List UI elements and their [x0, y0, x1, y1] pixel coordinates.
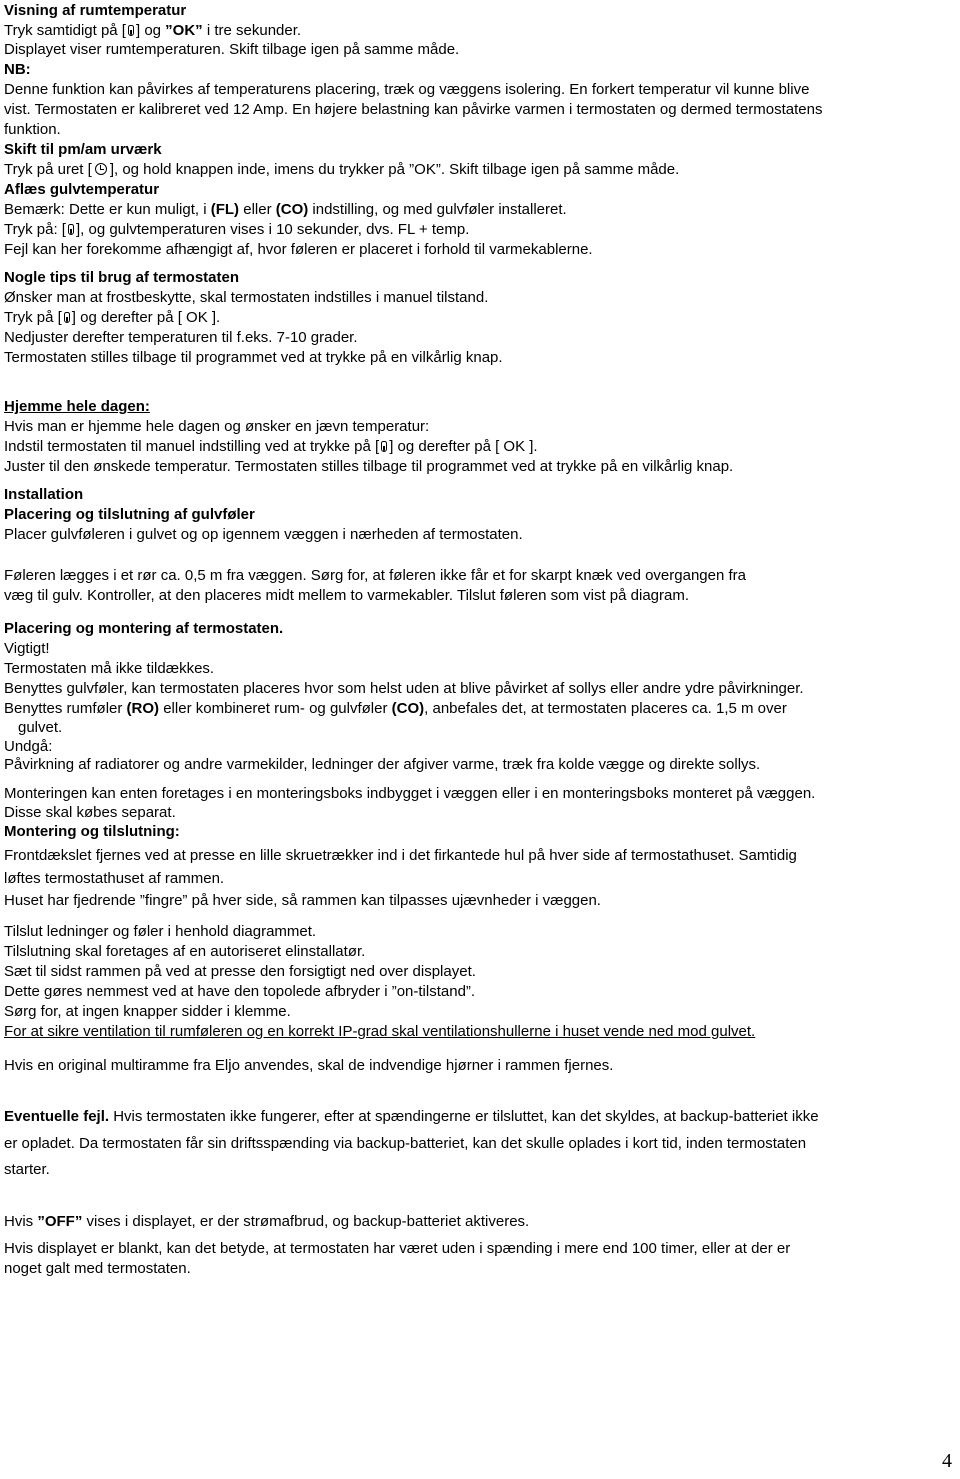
text-line: Sæt til sidst rammen på ved at presse den forsigtigt ned over displayet.	[4, 963, 476, 980]
text-line: Fejl kan her forekomme afhængigt af, hvor føleren er placeret i forhold til varmekablerne.	[4, 241, 593, 258]
text-line: Juster til den ønskede temperatur. Termostaten stilles tilbage til programmet ved at trykke på en vilkårlig knap.	[4, 458, 734, 475]
text-line: Påvirkning af radiatorer og andre varmekilder, ledninger der afgiver varme, træk fra kolde vægge og direkte sollys.	[4, 756, 761, 773]
text-line: Hvis en original multiramme fra Eljo anvendes, skal de indvendige hjørner i rammen fjernes.	[4, 1057, 614, 1074]
text-line: Indstil termostaten til manuel indstilling ved at trykke på [ ] og derefter på [ OK ].	[4, 438, 538, 455]
text-line: Tryk på [ ] og derefter på [ OK ].	[4, 309, 221, 326]
heading-tips: Nogle tips til brug af termostaten	[4, 269, 240, 286]
text-line: Hvis displayet er blankt, kan det betyde, at termostaten har været uden i spænding i mere end 100 timer, eller at der er	[4, 1240, 791, 1257]
text-line: Placer gulvføleren i gulvet og op igennem væggen i nærheden af termostaten.	[4, 526, 523, 543]
thermometer-icon	[64, 312, 70, 323]
text-line: Frontdækslet fjernes ved at presse en lille skruetrækker ind i det firkantede hul på hver side af termostathuset. Samtidig	[4, 847, 797, 864]
clock-icon	[95, 163, 107, 175]
text-line: Tilslut ledninger og føler i henhold diagrammet.	[4, 923, 317, 940]
text-line: Hvis man er hjemme hele dagen og ønsker en jævn temperatur:	[4, 418, 430, 435]
thermometer-icon	[128, 25, 134, 36]
text-line: Ønsker man at frostbeskytte, skal termostaten indstilles i manuel tilstand.	[4, 289, 489, 306]
text-line: noget galt med termostaten.	[4, 1260, 191, 1277]
text-line: væg til gulv. Kontroller, at den placeres midt mellem to varmekabler. Tilslut føleren som vist på diagram.	[4, 587, 689, 604]
text-line: løftes termostathuset af rammen.	[4, 870, 225, 887]
heading-fejl: Eventuelle fejl.	[4, 1108, 110, 1125]
thermometer-icon	[381, 441, 387, 452]
text-line: Sørg for, at ingen knapper sidder i klemme.	[4, 1003, 291, 1020]
heading-installation: Installation	[4, 486, 84, 503]
text-line: gulvet.	[18, 719, 63, 736]
text-line: Tryk samtidigt på [ ] og ”OK” i tre sekunder.	[4, 22, 302, 39]
text-line: Undgå:	[4, 738, 53, 755]
text-line: Hvis ”OFF” vises i displayet, er der strømafbrud, og backup-batteriet aktiveres.	[4, 1213, 530, 1230]
text-line: Dette gøres nemmest ved at have den topolede afbryder i ”on-tilstand”.	[4, 983, 476, 1000]
thermometer-icon	[68, 224, 74, 235]
text-line: Disse skal købes separat.	[4, 804, 176, 821]
page-number: 4	[942, 1450, 952, 1472]
heading-urvaerk: Skift til pm/am urværk	[4, 141, 162, 158]
text-line: er opladet. Da termostaten får sin driftsspænding via backup-batteriet, kan det skulle oplades i kort tid, inden termostaten	[4, 1135, 807, 1152]
text-line: Denne funktion kan påvirkes af temperaturens placering, træk og væggens isolering. En forkert temperatur vil kunne blive	[4, 81, 810, 98]
text-line: Termostaten må ikke tildækkes.	[4, 660, 215, 677]
text-line: starter.	[4, 1161, 50, 1178]
text-line: Benyttes rumføler (RO) eller kombineret rum- og gulvføler (CO), anbefales det, at termostaten placeres ca. 1,5 m over	[4, 700, 787, 717]
text-line: funktion.	[4, 121, 61, 138]
text-line: Termostaten stilles tilbage til programmet ved at trykke på en vilkårlig knap.	[4, 349, 503, 366]
heading-tilslutning: Montering og tilslutning:	[4, 823, 180, 840]
text-line: Tryk på uret [ ], og hold knappen inde, imens du trykker på ”OK”. Skift tilbage igen på samme måde.	[4, 161, 680, 178]
text-line: Monteringen kan enten foretages i en monteringsboks indbygget i væggen eller i en monteringsboks monteret på væggen.	[4, 785, 816, 802]
text-line: vist. Termostaten er kalibreret ved 12 Amp. En højere belastning kan påvirke varmen i termostaten og dermed termostatens	[4, 101, 823, 118]
heading-gulv: Aflæs gulvtemperatur	[4, 181, 160, 198]
text-line: Tilslutning skal foretages af en autoriseret elinstallatør.	[4, 943, 366, 960]
heading-hjemme: Hjemme hele dagen:	[4, 398, 150, 415]
text-line: Nedjuster derefter temperaturen til f.eks. 7-10 grader.	[4, 329, 358, 346]
text-line: Displayet viser rumtemperaturen. Skift tilbage igen på samme måde.	[4, 41, 460, 58]
text-line: Bemærk: Dette er kun muligt, i (FL) eller (CO) indstilling, og med gulvføler installeret.	[4, 201, 567, 218]
nb-label: NB:	[4, 61, 31, 78]
text-line: Huset har fjedrende ”fingre” på hver side, så rammen kan tilpasses ujævnheder i væggen.	[4, 892, 601, 909]
text-line: Vigtigt!	[4, 640, 50, 657]
text-line: Føleren lægges i et rør ca. 0,5 m fra væggen. Sørg for, at føleren ikke får et for skarpt knæk ved overgangen fra	[4, 567, 746, 584]
subheading-gulvfoeler: Placering og tilslutning af gulvføler	[4, 506, 255, 523]
heading-visning: Visning af rumtemperatur	[4, 2, 187, 19]
text-line: Eventuelle fejl. Hvis termostaten ikke fungerer, efter at spændingerne er tilsluttet, kan det skyldes, at backup-batteriet ikke	[4, 1108, 819, 1125]
text-line: Benyttes gulvføler, kan termostaten placeres hvor som helst uden at blive påvirket af sollys eller andre ydre påvirkninger.	[4, 680, 804, 697]
text-line: Tryk på: [ ], og gulvtemperaturen vises i 10 sekunder, dvs. FL + temp.	[4, 221, 470, 238]
heading-montering: Placering og montering af termostaten.	[4, 620, 284, 637]
text-line: For at sikre ventilation til rumføleren og en korrekt IP-grad skal ventilationshullerne i huset vende ned mod gulvet.	[4, 1023, 756, 1040]
